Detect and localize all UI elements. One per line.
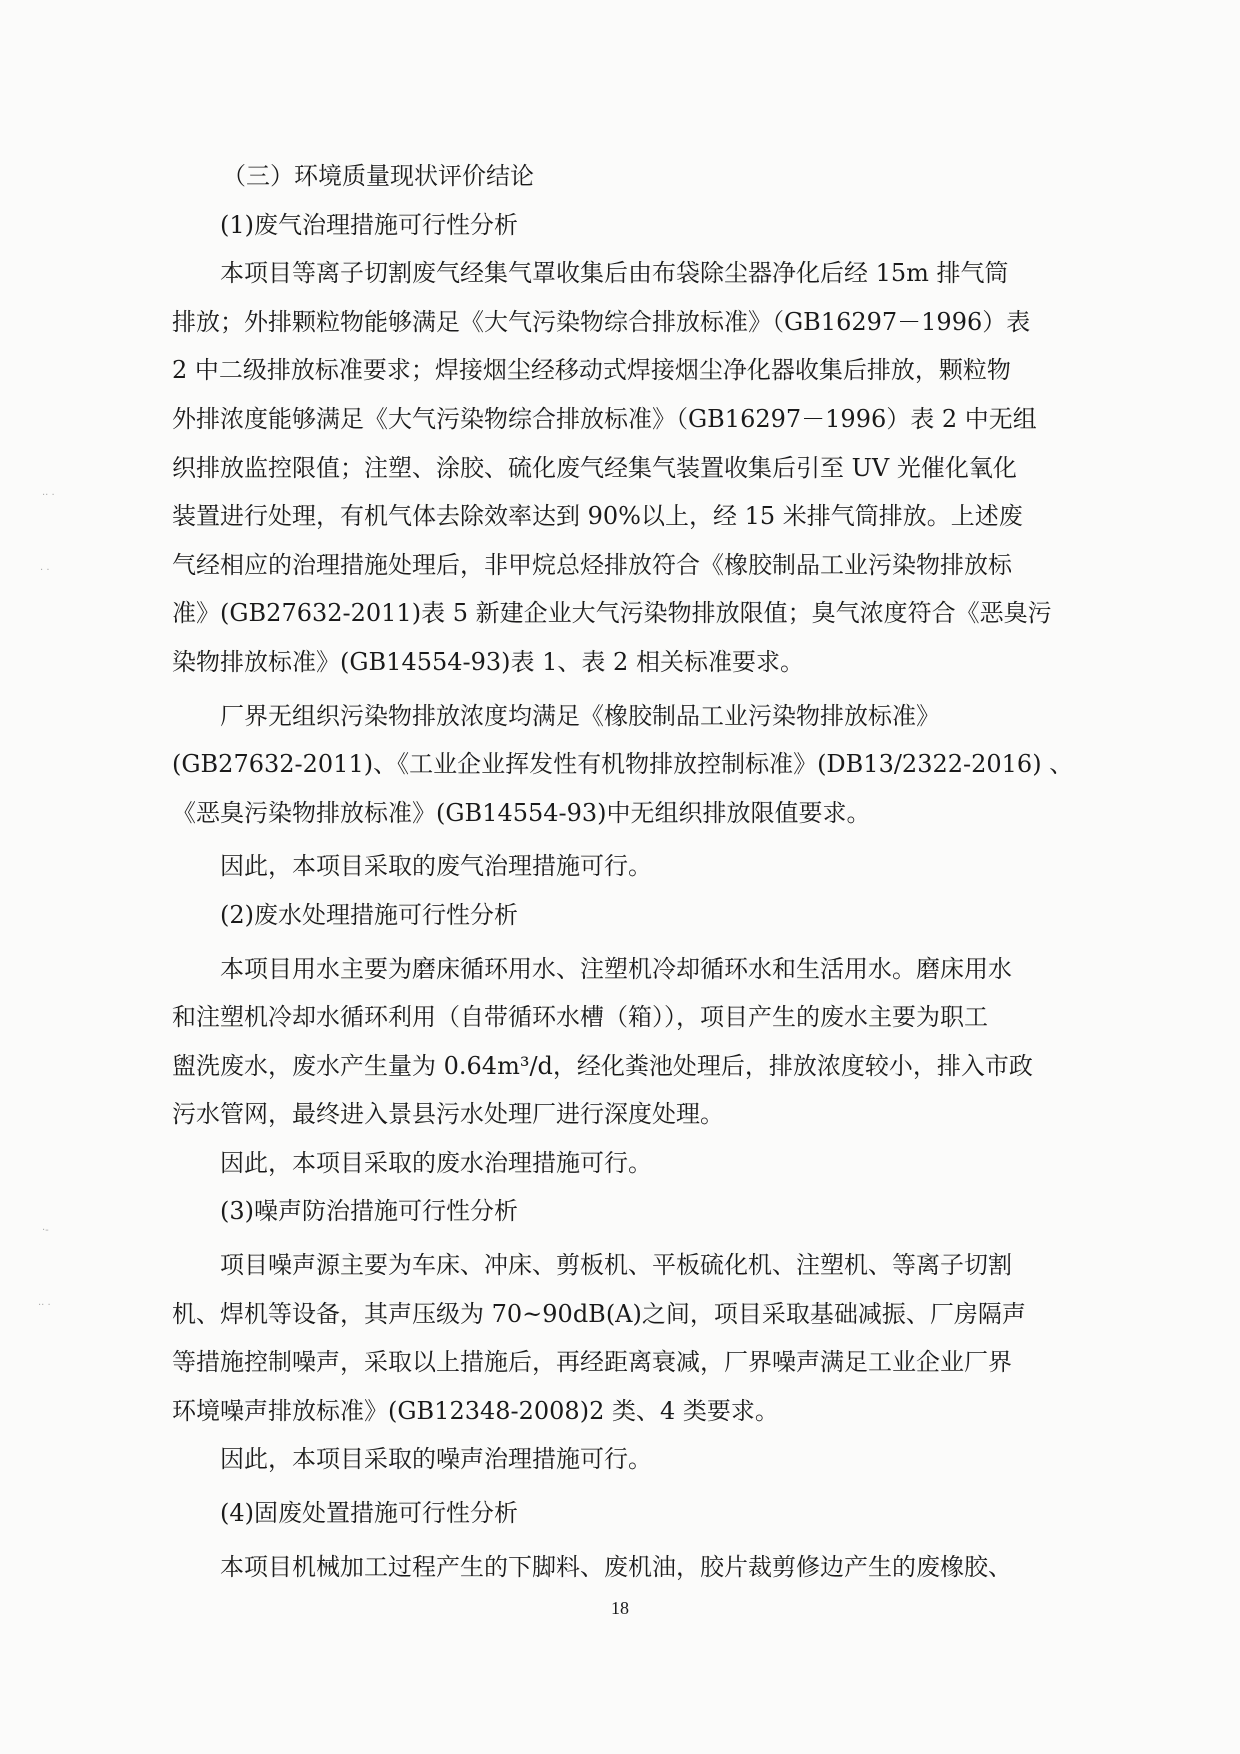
- paragraph-line: 厂界无组织污染物排放浓度均满足《橡胶制品工业污染物排放标准》: [220, 701, 940, 730]
- paragraph-line: 盥洗废水，废水产生量为 0.64m³/d，经化粪池处理后，排放浓度较小，排入市政: [172, 1051, 1033, 1080]
- subsection-heading-noise: (3)噪声防治措施可行性分析: [220, 1197, 518, 1226]
- page-number: 18: [611, 1598, 629, 1618]
- paragraph-line: 项目噪声源主要为车床、冲床、剪板机、平板硫化机、注塑机、等离子切割: [220, 1251, 1012, 1280]
- paragraph-line: 准》(GB27632-2011)表 5 新建企业大气污染物排放限值；臭气浓度符合《恶臭污: [172, 599, 1052, 628]
- paragraph-solid-waste-measures: [172, 1543, 1044, 1592]
- paragraph-line: 气经相应的治理措施处理后，非甲烷总烃排放符合《橡胶制品工业污染物排放标: [172, 550, 1012, 579]
- conclusion-exhaust-gas: 因此，本项目采取的废气治理措施可行。: [220, 852, 652, 881]
- scan-mark: ·· ·: [42, 490, 55, 501]
- paragraph-noise-measures: [172, 1241, 1044, 1435]
- paragraph-line: 染物排放标准》(GB14554-93)表 1、表 2 相关标准要求。: [172, 647, 804, 676]
- paragraph-line: 等措施控制噪声，采取以上措施后，再经距离衰减，厂界噪声满足工业企业厂界: [172, 1348, 1012, 1377]
- paragraph-line: 外排浓度能够满足《大气污染物综合排放标准》（GB16297－1996）表 2 中无组: [172, 404, 1037, 433]
- paragraph-line: 污水管网，最终进入景县污水处理厂进行深度处理。: [172, 1100, 724, 1129]
- paragraph-line: 《恶臭污染物排放标准》(GB14554-93)中无组织排放限值要求。: [172, 798, 871, 827]
- section-heading: （三）环境质量现状评价结论: [222, 162, 534, 190]
- paragraph-line: 排放；外排颗粒物能够满足《大气污染物综合排放标准》（GB16297－1996）表: [172, 307, 1031, 336]
- scan-mark: ·· ·: [38, 1300, 51, 1311]
- paragraph-line: 织排放监控限值；注塑、涂胶、硫化废气经集气装置收集后引至 UV 光催化氧化: [172, 453, 1017, 482]
- paragraph-line: 环境噪声排放标准》(GB12348-2008)2 类、4 类要求。: [172, 1396, 779, 1425]
- paragraph-exhaust-gas-measures: [172, 249, 1052, 686]
- paragraph-line: 本项目等离子切割废气经集气罩收集后由布袋除尘器净化后经 15m 排气筒: [220, 259, 1009, 288]
- paragraph-fugitive-emissions: [172, 692, 1074, 838]
- document-body: [172, 152, 1074, 1591]
- conclusion-noise: 因此，本项目采取的噪声治理措施可行。: [220, 1445, 652, 1474]
- scan-mark: · ·: [40, 565, 50, 576]
- subsection-heading-exhaust-gas: (1)废气治理措施可行性分析: [220, 210, 518, 239]
- paragraph-line: 本项目机械加工过程产生的下脚料、废机油，胶片裁剪修边产生的废橡胶、: [220, 1552, 1012, 1581]
- paragraph-wastewater-measures: [172, 945, 1044, 1139]
- paragraph-line: 2 中二级排放标准要求；焊接烟尘经移动式焊接烟尘净化器收集后排放，颗粒物: [172, 356, 1011, 385]
- paragraph-line: 本项目用水主要为磨床循环用水、注塑机冷却循环水和生活用水。磨床用水: [220, 954, 1012, 983]
- subsection-heading-solid-waste: (4)固废处置措施可行性分析: [220, 1499, 518, 1528]
- paragraph-line: (GB27632-2011)、《工业企业挥发性有机物排放控制标准》(DB13/2322-2016) 、: [172, 750, 1074, 779]
- paragraph-line: 装置进行处理，有机气体去除效率达到 90%以上，经 15 米排气筒排放。上述废: [172, 502, 1023, 531]
- conclusion-wastewater: 因此，本项目采取的废水治理措施可行。: [220, 1148, 652, 1177]
- subsection-heading-wastewater: (2)废水处理措施可行性分析: [220, 900, 518, 929]
- paragraph-line: 机、焊机等设备，其声压级为 70~90dB(A)之间，项目采取基础减振、厂房隔声: [172, 1299, 1026, 1328]
- paragraph-line: 和注塑机冷却水循环利用（自带循环水槽（箱）），项目产生的废水主要为职工: [172, 1003, 988, 1032]
- scan-mark: ·-: [42, 1225, 49, 1236]
